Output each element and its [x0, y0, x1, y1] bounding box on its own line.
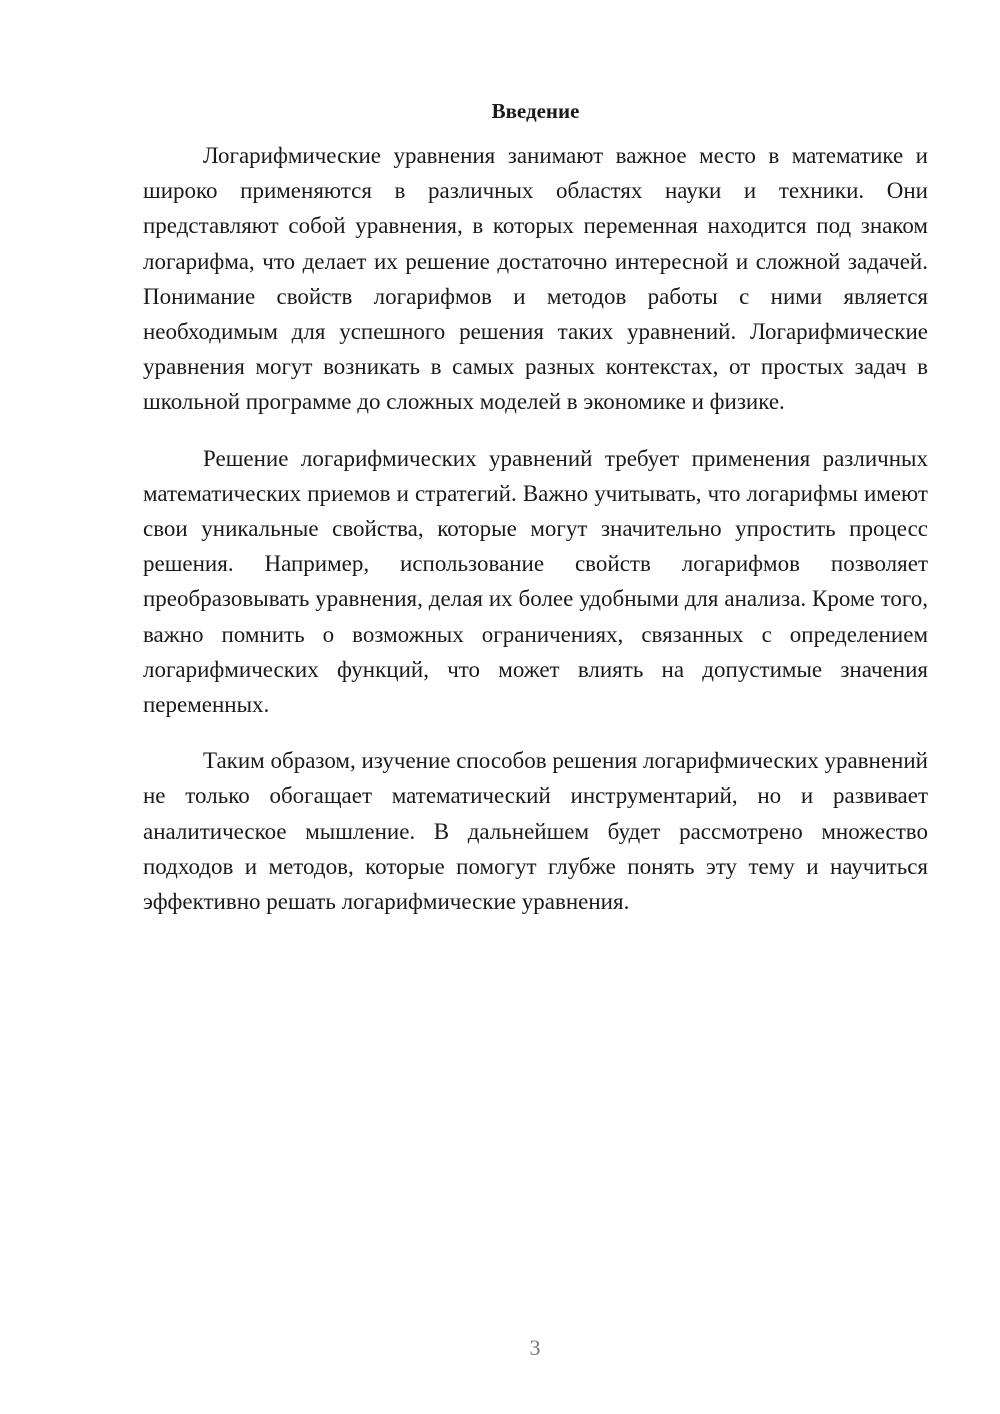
page-content: [143, 97, 928, 940]
paragraph-2: Решение логарифмических уравнений требует применения различных математических приемов и стратегий. Важно учитывать, что логарифмы имеют свои уникальные свойства, которые могут значительно упростить процесс решения. Например, использование свойств логарифмов позволяет преобразовывать уравнения, делая их более удобными для анализа. Кроме того, важно помнить о возможных ограничениях, связанных с определением логарифмических функций, что может влиять на допустимые значения переменных.: [143, 445, 928, 718]
paragraph-3: Таким образом, изучение способов решения логарифмических уравнений не только обогащает математический инструментарий, но и развивает аналитическое мышление. В дальнейшем будет рассмотрено множество подходов и методов, которые помогут глубже понять эту тему и научиться эффективно решать логарифмические уравнения.: [143, 748, 928, 915]
section-title: Введение: [491, 99, 580, 123]
paragraph-1: Логарифмические уравнения занимают важное место в математике и широко применяются в различных областях науки и техники. Они представляют собой уравнения, в которых переменная находится под знаком логарифма, что делает их решение достаточно интересной и сложной задачей. Понимание свойств логарифмов и методов работы с ними является необходимым для успешного решения таких уравнений. Логарифмические уравнения могут возникать в самых разных контекстах, от простых задач в школьной программе до сложных моделей в экономике и физике.: [143, 143, 928, 415]
page-number: 3: [529, 1335, 541, 1360]
